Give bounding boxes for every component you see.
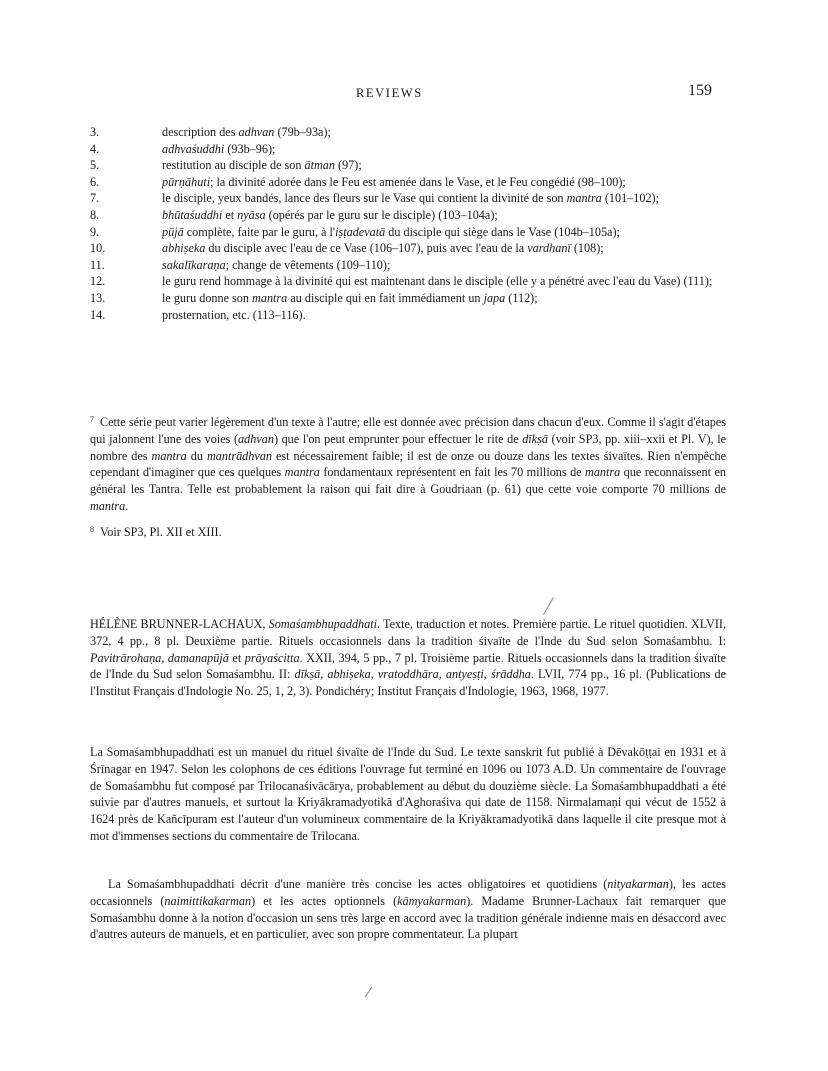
list-item — [90, 174, 730, 191]
list-item-number: 8. — [90, 207, 100, 222]
italic-term: japa — [483, 290, 506, 305]
text-run: (opérés par le guru sur le disciple) (103–104a); — [265, 207, 498, 222]
list-item-text — [162, 207, 730, 224]
list-item-number: 14. — [90, 307, 106, 322]
list-item — [90, 224, 730, 241]
italic-term: adhvan — [238, 125, 275, 139]
footnote-number: 8 — [90, 525, 94, 534]
list-item — [90, 141, 730, 158]
text-run: prosternation, etc. (113–116). — [162, 307, 306, 322]
list-item-number: 11. — [90, 257, 105, 272]
running-head: REVIEWS — [356, 86, 423, 100]
text-run: le disciple, yeux bandés, lance des fleurs sur le Vase qui contient la divinité de son — [162, 191, 567, 206]
text-run: ; la divinité adorée dans le Feu est amenée dans le Vase, et le Feu congédié (98–100); — [210, 174, 626, 189]
list-item-text — [162, 141, 730, 158]
italic-term: adhvaśuddhi — [162, 141, 225, 156]
list-item-text — [162, 124, 730, 141]
list-item-text — [162, 273, 730, 290]
list-item — [90, 290, 730, 307]
text-run: description des — [162, 125, 239, 139]
text-run: HÉLÈNE BRUNNER-LACHAUX, — [90, 617, 269, 631]
list-item — [90, 273, 730, 290]
text-run: ; change de vêtements (109–110); — [225, 257, 391, 272]
list-item-text — [162, 240, 730, 257]
text-run: fondamentaux représentent en fait les 70 millions de — [319, 465, 586, 480]
text-run: ) que l'on peut emprunter pour effectuer le rite de — [273, 431, 523, 446]
list-item — [90, 157, 730, 174]
list-item-number: 3. — [90, 125, 100, 139]
italic-term: nityakarman — [607, 877, 669, 891]
list-item-text — [162, 290, 730, 307]
text-run: . LVII, 774 pp., 16 pl. (Publications de l'Institut Français d'Indologie No. 25, 1, 2, 3). Pondichéry; Institut Français d'Indologie, 1963, 1968, 1977. — [90, 667, 726, 699]
text-run: ), les actes occasionnels ( — [90, 877, 726, 908]
list-item — [90, 257, 730, 274]
list-item-number: 4. — [90, 141, 100, 156]
text-run: restitution au disciple de son — [162, 158, 305, 173]
list-item-number: 5. — [90, 158, 100, 173]
list-item-text — [162, 224, 730, 241]
list-item — [90, 124, 730, 141]
pencil-mark — [365, 987, 373, 997]
text-run: et — [222, 207, 238, 222]
text-run: le guru rend hommage à la divinité qui est maintenant dans le disciple (elle y a pénétré avec l'eau du Vase) (111); — [162, 274, 713, 289]
italic-term: pūrṇāhuti — [162, 174, 211, 189]
list-item — [90, 207, 730, 224]
list-item-number: 9. — [90, 224, 100, 239]
text-run: au disciple qui en fait immédiament un — [287, 290, 484, 305]
italic-term: dīkṣā — [522, 431, 548, 446]
italic-term: iṣṭadevatā — [335, 224, 386, 239]
list-item-text — [162, 157, 730, 174]
italic-term: mantra — [151, 448, 187, 463]
text-run: Cette série peut varier légèrement d'un texte à l'autre; elle est donnée avec précision dans chacun d'eux. Comme il s'agit d'étapes qui jalonnent l'une des voies ( — [90, 415, 726, 446]
text-run: (79b–93a); — [274, 125, 331, 139]
text-run: du disciple avec l'eau de ce Vase (106–107), puis avec l'eau de la — [205, 241, 528, 256]
text-run: . Texte, traduction et notes. Première partie. Le rituel quotidien. XLVII, 372, 4 pp., 8 pl. Deuxième partie. Rituels occasionnels dans la tradition śivaïte de l'Inde du Sud selon Somaśambhu. I: — [90, 617, 726, 648]
italic-term: naimittikakarman — [164, 893, 252, 908]
text-run: . — [125, 498, 129, 513]
italic-term: mantra — [585, 465, 621, 480]
italic-term: ātman — [304, 158, 335, 173]
list-item — [90, 240, 730, 257]
review-heading — [90, 616, 726, 700]
footnote-7 — [90, 412, 726, 515]
list-item — [90, 307, 730, 324]
text-run: le guru donne son — [162, 290, 253, 305]
text-run: La Somaśambhupaddhati est un manuel du rituel śivaïte de l'Inde du Sud. Le texte sanskrit fut publié à Dēvakōṭṭai en 1931 et à Śrīnagar en 1947. Selon les colophons de ces éditions l'ouvrage fut terminé en 1096 ou 1073 A.D. Un commentaire de l'ouvrage de Somaśambhu fut composé par Trilocanaśivācārya, probablement au début du douzième siècle. La Somaśambhupaddhati a été suivie par d'autres manuels, et surtout la Kriyākramadyotikā d'Aghoraśiva qui date de 1158. Nirmalamaṇi qui vécut de 1552 à 1624 près de Kañcīpuram est l'auteur d'un volumineux commentaire de la Kriyākramadyotikā dans laquelle il cite presque mot à mot d'immenses sections du commentaire de Trilocana. — [90, 745, 726, 843]
list-item-text — [162, 174, 730, 191]
italic-term: mantrādhvan — [206, 448, 272, 463]
italic-term: bhūtaśuddhi — [162, 207, 223, 222]
review-paragraph-1 — [90, 744, 726, 845]
italic-term: mantra — [284, 465, 320, 480]
list-item-number: 13. — [90, 290, 106, 305]
pencil-mark — [543, 597, 554, 615]
text-run: . XXII, 394, 5 pp., 7 pl. Troisième partie. Rituels occasionnels dans la tradition śivaïte de l'Inde du Sud selon Somaśambhu. II: — [90, 650, 726, 682]
text-run: que reconnaissent en général les Tantra. Telle est probablement la raison qui fait dire à Goudriaan (p. 61) que cette voie comporte 70 millions de — [90, 465, 726, 497]
text-run: ) et les actes optionnels ( — [251, 893, 398, 908]
page-number: 159 — [688, 82, 712, 99]
list-item-text — [162, 307, 730, 324]
italic-term: prāyaścitta — [244, 650, 300, 665]
text-run: et — [228, 650, 245, 665]
footnote-number: 7 — [90, 415, 94, 424]
text-run: du disciple qui siège dans le Vase (104b–105a); — [385, 224, 620, 239]
text-run: (112); — [505, 290, 538, 305]
italic-term: pūjā — [162, 224, 184, 239]
italic-term: Pavitrārohaṇa, damanapūjā — [90, 650, 229, 665]
review-paragraph-2 — [90, 876, 726, 943]
italic-term: dīkṣā, abhiṣeka, vratoddhāra, antyeṣṭi, śrāddha — [294, 667, 531, 682]
text-run: (101–102); — [601, 191, 659, 206]
text-run: ). Madame Brunner-Lachaux fait remarquer que Somaśambhu donne à la notion d'occasion un sens très large en accord avec la tradition générale indienne mais en désaccord avec d'autres auteurs de manuels, et en particulier, avec son propre commentateur. La plupart — [90, 893, 726, 942]
text-run: du — [186, 448, 207, 463]
text-run: (voir SP3, pp. xiii–xxii et Pl. V), le nombre des — [90, 431, 726, 463]
italic-term: abhiṣeka — [162, 241, 206, 256]
text-run: est nécessairement faible; il est de onze ou douze dans les textes śivaïtes. Rien n'empêche cependant d'imaginer que ces quelques — [90, 448, 726, 480]
italic-term: mantra — [90, 498, 126, 513]
list-item-number: 7. — [90, 191, 100, 206]
list-item-number: 12. — [90, 274, 106, 289]
italic-term: mantra — [566, 191, 602, 206]
text-run: (97); — [334, 158, 362, 173]
italic-term: Somaśambhupaddhati — [268, 617, 377, 631]
text-run: La Somaśambhupaddhati décrit d'une manière très concise les actes obligatoires et quotidiens ( — [108, 877, 608, 891]
italic-term: nyāsa — [237, 207, 266, 222]
text-run: complète, faite par le guru, à l' — [183, 224, 336, 239]
list-item-number: 6. — [90, 174, 100, 189]
italic-term: mantra — [252, 290, 288, 305]
italic-term: kāmyakarman — [397, 893, 467, 908]
italic-term: adhvan — [238, 431, 274, 446]
text-run: (93b–96); — [224, 141, 276, 156]
italic-term: vardhanī — [527, 241, 571, 256]
footnote-8 — [90, 522, 726, 541]
ritual-steps-list — [90, 124, 730, 323]
list-item-text — [162, 190, 730, 207]
text-run: (108); — [570, 241, 604, 256]
list-item — [90, 190, 730, 207]
italic-term: sakalīkaraṇa — [162, 257, 226, 272]
list-item-number: 10. — [90, 241, 106, 256]
list-item-text — [162, 257, 730, 274]
text-run: Voir SP3, Pl. XII et XIII. — [100, 525, 222, 539]
